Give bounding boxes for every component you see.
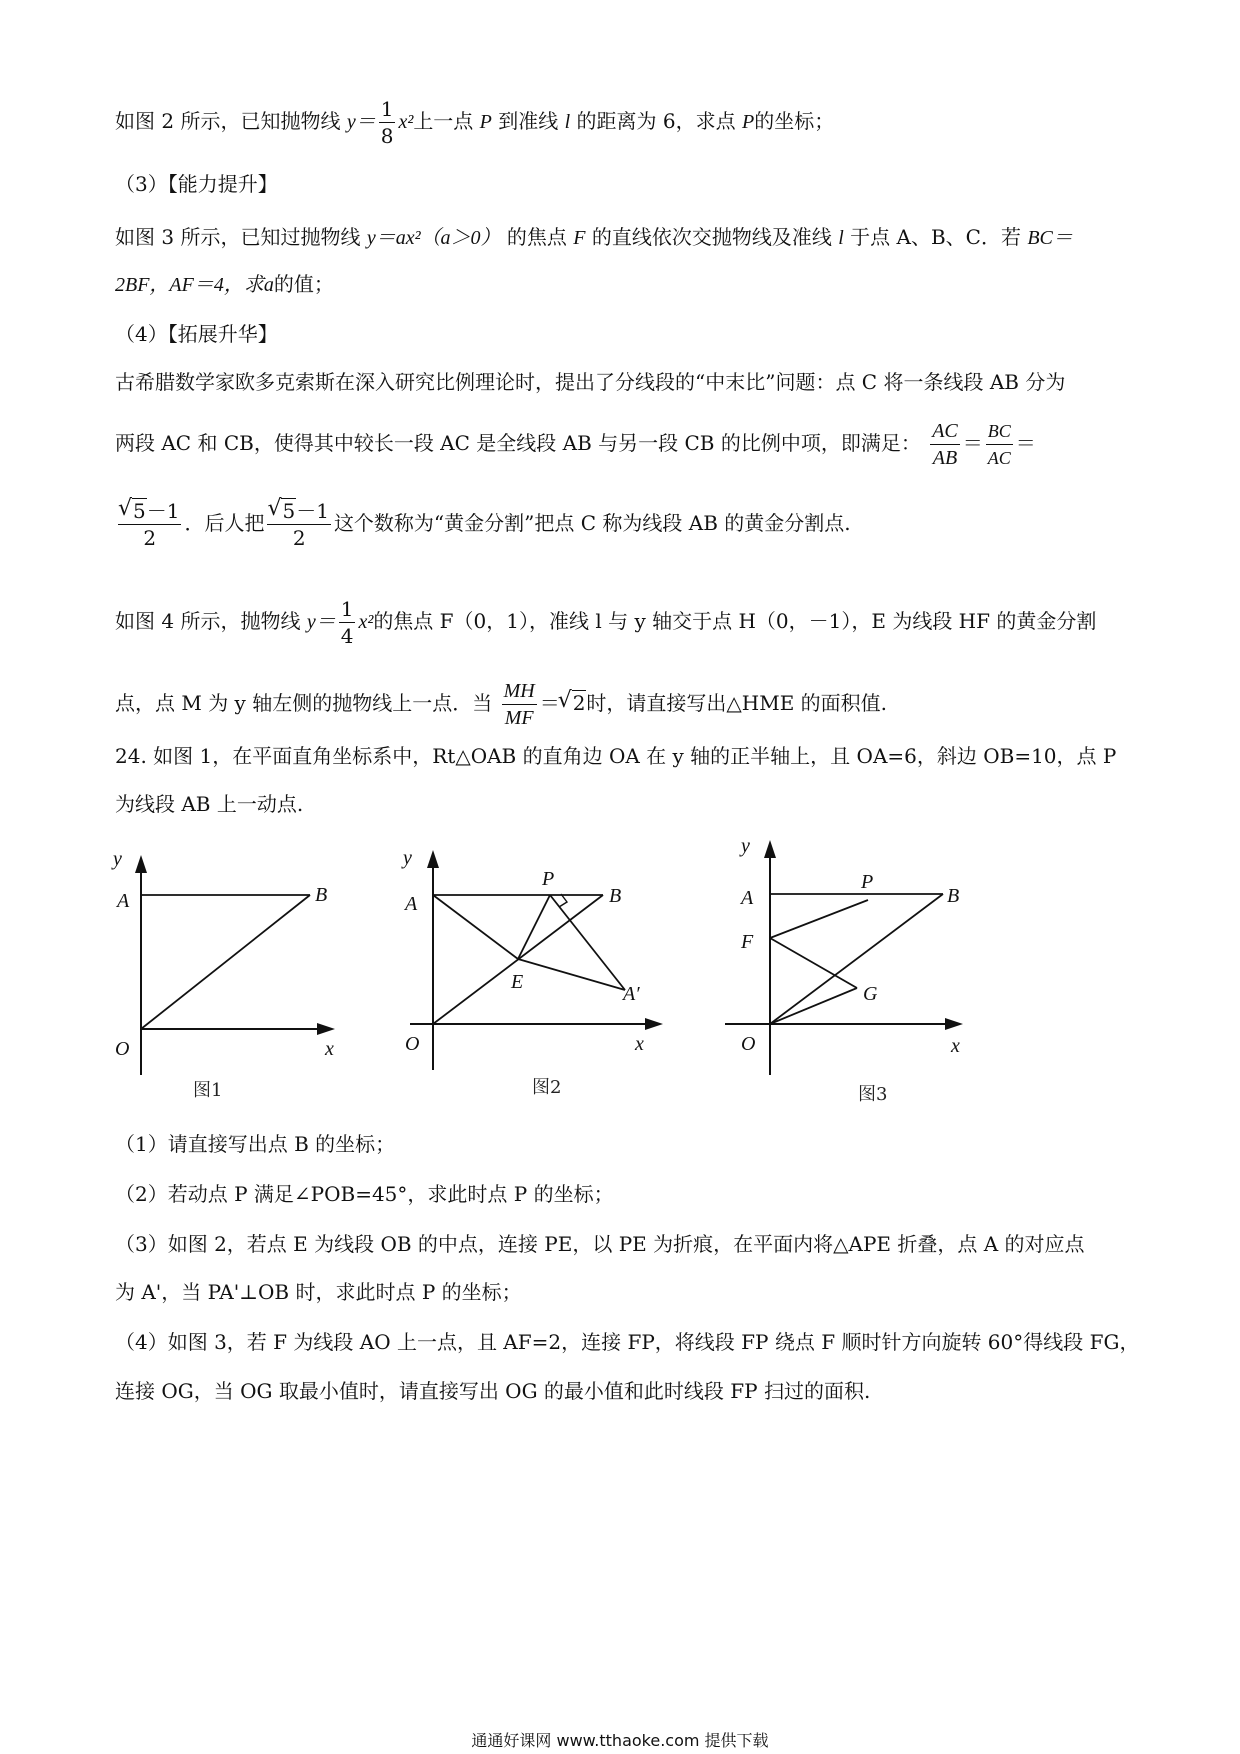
label-g: G bbox=[863, 983, 878, 1005]
label-a: A bbox=[741, 887, 754, 909]
sub-question-2: （2）若动点 P 满足∠POB=45°，求此时点 P 的坐标； bbox=[115, 1182, 614, 1206]
y-axis-arrow bbox=[135, 855, 147, 873]
label-y: y bbox=[113, 848, 122, 870]
q3-line1-bc: BC＝ bbox=[1027, 227, 1073, 249]
y-axis-arrow bbox=[764, 840, 776, 858]
caption-figure-3: 图3 bbox=[858, 1084, 888, 1105]
q4-heading: （4）【拓展升华】 bbox=[115, 322, 278, 346]
q2-text-c: 到准线 bbox=[498, 109, 559, 133]
q4-ratio1-den: AB bbox=[932, 447, 958, 469]
label-x: x bbox=[635, 1033, 644, 1055]
q3-line2 bbox=[115, 270, 1135, 299]
q2-text-b: 上一点 bbox=[413, 109, 474, 133]
q4-paragraph-line1: 古希腊数学家欧多克索斯在深入研究比例理论时，提出了分线段的“中末比”问题：点 C 将一条线段 AB 分为 bbox=[115, 370, 1066, 394]
q4-p2-text: 两段 AC 和 CB，使得其中较长一段 AC 是全线段 AB 与另一段 CB 的比例中项，即满足： bbox=[115, 431, 921, 455]
q4-ratio2-num: BC bbox=[986, 418, 1013, 445]
golden-ratio-den-2: 2 bbox=[292, 526, 306, 550]
sub-question-4-line2: 连接 OG，当 OG 取最小值时，请直接写出 OG 的最小值和此时线段 FP 扫过的面积. bbox=[115, 1379, 871, 1403]
q3-line1-a: 如图 3 所示，已知过抛物线 bbox=[115, 225, 361, 249]
q2-fraction bbox=[379, 96, 396, 149]
label-a-prime: A′ bbox=[623, 983, 640, 1005]
q3-heading: （3）【能力提升】 bbox=[115, 172, 278, 196]
sub-question-1: （1）请直接写出点 B 的坐标； bbox=[115, 1132, 396, 1156]
golden-ratio-tail-1: －1 bbox=[146, 499, 180, 523]
q4-p5-frac-den: MF bbox=[504, 707, 534, 729]
golden-ratio-fraction-2 bbox=[267, 498, 330, 551]
q4-ratio1-num: AC bbox=[930, 418, 960, 445]
q3-line1-c: 的直线依次交抛物线及准线 bbox=[591, 225, 832, 249]
label-e: E bbox=[511, 971, 524, 993]
q24-line2: 为线段 AB 上一动点. bbox=[115, 792, 304, 816]
figure-1 bbox=[105, 845, 355, 1095]
q3-line2-a: 2BF，AF＝4，求 bbox=[115, 274, 264, 296]
q4-p4-a: 如图 4 所示，抛物线 bbox=[115, 609, 301, 633]
q4-p4-b: 的焦点 F（0，1），准线 l 与 y 轴交于点 H（0，－1），E 为线段 HF 的黄金分割 bbox=[373, 609, 1097, 633]
label-o: O bbox=[405, 1033, 420, 1055]
golden-ratio-fraction-1 bbox=[118, 498, 181, 551]
q2-eq-x2: x² bbox=[398, 111, 414, 133]
x-axis-arrow bbox=[945, 1018, 963, 1030]
label-x: x bbox=[325, 1038, 334, 1060]
golden-ratio-radicand-1: 5 bbox=[133, 499, 146, 523]
right-angle-mark bbox=[559, 894, 567, 907]
q4-p5-fraction bbox=[502, 678, 537, 731]
q4-p5-a: 点，点 M 为 y 轴左侧的抛物线上一点．当 bbox=[115, 691, 493, 715]
sub-question-3-line2: 为 A'，当 PA'⊥OB 时，求此时点 P 的坐标； bbox=[115, 1280, 522, 1304]
label-p: P bbox=[542, 868, 555, 890]
q3-line1-d: 于点 A、B、C．若 bbox=[850, 225, 1021, 249]
x-axis-arrow bbox=[317, 1023, 335, 1035]
label-a: A bbox=[405, 893, 418, 915]
label-p: P bbox=[861, 871, 874, 893]
q3-line1-f: F bbox=[573, 227, 586, 249]
q2-line-l: l bbox=[564, 111, 571, 133]
q4-p5-eq: ＝ bbox=[539, 691, 560, 715]
q3-line1 bbox=[115, 223, 1135, 252]
q4-ratio2-den: AC bbox=[987, 448, 1011, 468]
figure-2 bbox=[395, 840, 675, 1090]
q3-line1-l: l bbox=[838, 227, 844, 249]
q4-p4-x2: x² bbox=[358, 611, 374, 633]
golden-ratio-den-1: 2 bbox=[143, 526, 157, 550]
q4-ratio-bc-ac bbox=[986, 418, 1013, 471]
q4-p4-y: y＝ bbox=[306, 611, 336, 633]
q4-paragraph-line2 bbox=[115, 418, 1135, 471]
q4-p5-frac-num: MH bbox=[502, 678, 537, 705]
label-b: B bbox=[315, 884, 328, 906]
q3-line2-b: 的值； bbox=[273, 272, 334, 296]
q2-eq-y: y＝ bbox=[346, 111, 376, 133]
sub-question-4-line1: （4）如图 3，若 F 为线段 AO 上一点，且 AF=2，连接 FP，将线段 FP 绕点 F 顺时针方向旋转 60°得线段 FG， bbox=[115, 1330, 1140, 1354]
segment-ob bbox=[770, 894, 943, 1024]
q3-line1-b: 的焦点 bbox=[506, 225, 567, 249]
q4-p3-b: 这个数称为“黄金分割”把点 C 称为线段 AB 的黄金分割点. bbox=[333, 511, 851, 535]
q4-eq2: ＝ bbox=[1015, 431, 1036, 455]
q2-text-e: 的坐标； bbox=[754, 109, 835, 133]
q2-text-line bbox=[115, 96, 1135, 149]
q3-line1-eq: y＝ax²（a＞0） bbox=[366, 227, 501, 249]
label-b: B bbox=[947, 885, 960, 907]
q4-p4-frac-num: 1 bbox=[340, 597, 354, 621]
caption-figure-2: 图2 bbox=[532, 1077, 562, 1098]
label-o: O bbox=[115, 1038, 130, 1060]
label-o: O bbox=[741, 1033, 756, 1055]
q4-ratio-ac-ab bbox=[930, 418, 960, 471]
x-axis-arrow bbox=[645, 1018, 663, 1030]
q4-paragraph-line3 bbox=[115, 498, 1135, 551]
q2-frac-num: 1 bbox=[380, 97, 394, 121]
q4-p3-a: ．后人把 bbox=[184, 511, 265, 535]
q4-eq1: ＝ bbox=[962, 431, 983, 455]
sub-question-3-line1: （3）如图 2，若点 E 为线段 OB 的中点，连接 PE，以 PE 为折痕，在平面内将△APE 折叠，点 A 的对应点 bbox=[115, 1232, 1085, 1256]
q2-frac-den: 8 bbox=[380, 124, 394, 148]
segment-fg bbox=[770, 938, 857, 988]
q4-p5-sqrt bbox=[560, 689, 587, 717]
q4-p5-b: 时，请直接写出△HME 的面积值. bbox=[586, 691, 888, 715]
q4-paragraph-line4 bbox=[115, 596, 1135, 649]
q2-text-d: 的距离为 6，求点 bbox=[576, 109, 736, 133]
q4-p4-frac-den: 4 bbox=[340, 624, 354, 648]
segment-pe bbox=[518, 895, 550, 959]
q2-point-p2: P bbox=[741, 111, 755, 133]
segment-pa-prime bbox=[550, 895, 625, 990]
golden-ratio-tail-2: －1 bbox=[296, 499, 329, 523]
q4-p4-fraction bbox=[339, 596, 356, 649]
label-f: F bbox=[741, 931, 754, 953]
segment-ae bbox=[433, 895, 518, 959]
label-y: y bbox=[741, 835, 750, 857]
q4-paragraph-line5 bbox=[115, 678, 1135, 731]
q3-line2-av: a bbox=[263, 274, 274, 296]
label-b: B bbox=[609, 885, 622, 907]
q24-line1: 24. 如图 1，在平面直角坐标系中，Rt△OAB 的直角边 OA 在 y 轴的正半轴上，且 OA=6，斜边 OB=10，点 P bbox=[115, 744, 1117, 768]
figure-3 bbox=[725, 830, 975, 1090]
label-y: y bbox=[403, 847, 412, 869]
caption-figure-1: 图1 bbox=[193, 1080, 223, 1101]
page-footer: 通通好课网 www.tthaoke.com 提供下载 bbox=[471, 1731, 769, 1750]
q4-p5-radicand: 2 bbox=[572, 691, 586, 715]
label-a: A bbox=[117, 890, 130, 912]
q2-text-a: 如图 2 所示，已知抛物线 bbox=[115, 109, 341, 133]
y-axis-arrow bbox=[427, 850, 439, 868]
segment-ea-prime bbox=[518, 959, 625, 990]
segment-fp bbox=[770, 900, 868, 938]
label-x: x bbox=[951, 1035, 960, 1057]
segment-ob bbox=[141, 895, 310, 1029]
q2-point-p: P bbox=[479, 111, 492, 133]
golden-ratio-radicand-2: 5 bbox=[282, 499, 296, 523]
segment-og bbox=[770, 988, 857, 1024]
